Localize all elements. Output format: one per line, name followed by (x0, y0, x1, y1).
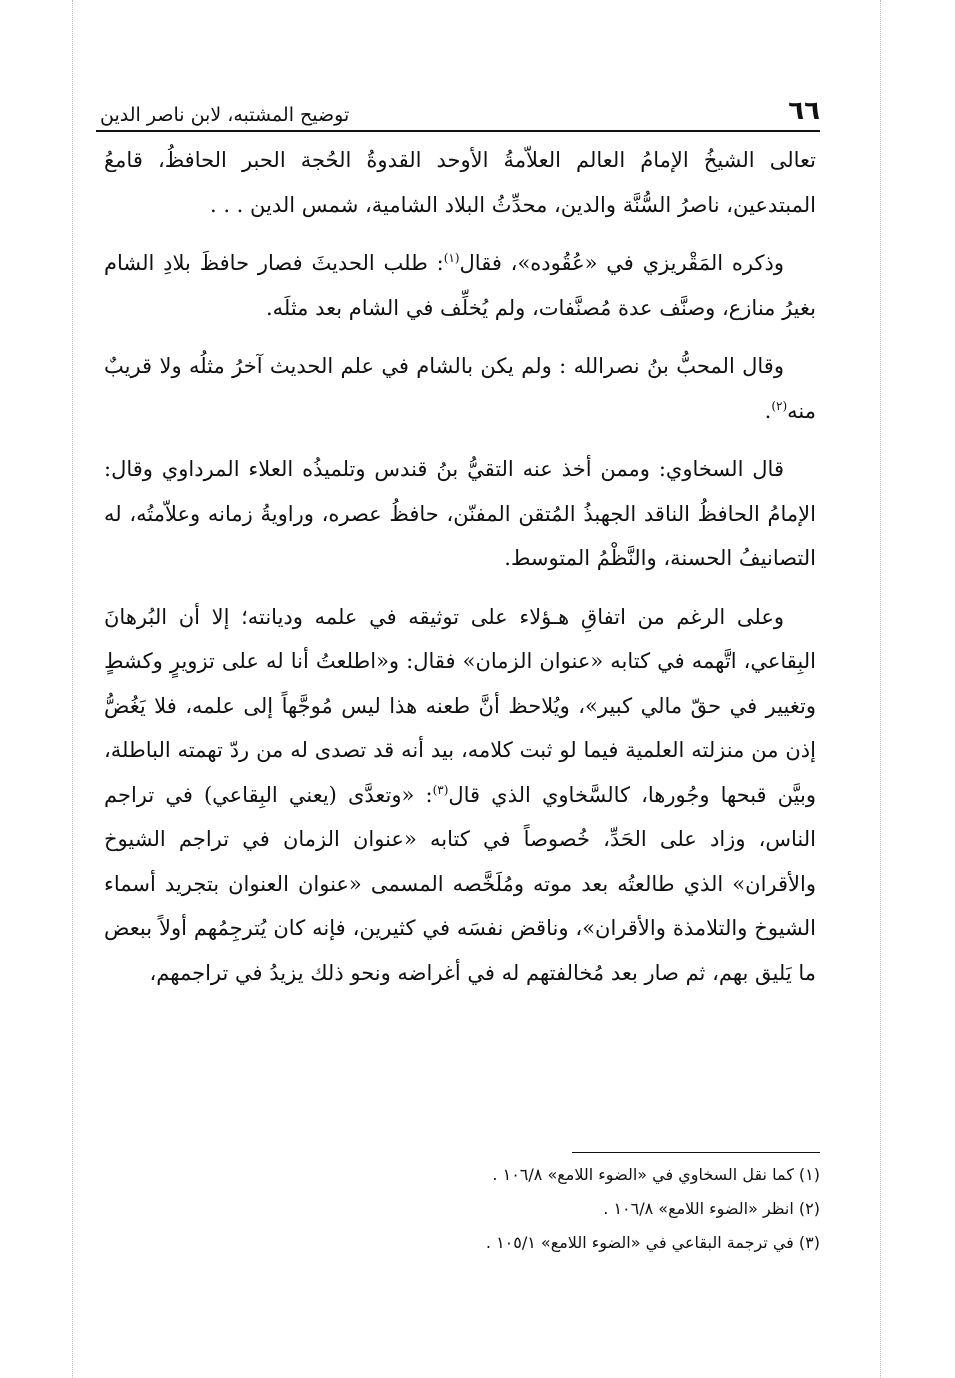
scan-edge-left (72, 0, 73, 1378)
paragraph-text: وقال المحبُّ بنُ نصرالله : ولم يكن بالشام في علم الحديث آخرُ مثلُه ولا قريبٌ منه (104, 354, 816, 423)
footnotes (340, 1158, 820, 1260)
paragraph-1 (104, 138, 816, 227)
paragraph-text: : طلب الحديثَ فصار حافظَ بلادِ الشام بغيرُ منازع، وصنَّف عدة مُصنَّفات، ولم يُخلِّف في الشام بعد مثلَه. (104, 251, 816, 320)
header-divider (96, 130, 820, 132)
page-number: ٦٦ (788, 96, 820, 126)
scan-edge-right (880, 0, 881, 1378)
paragraph-text: . (764, 398, 772, 423)
paragraph-text: وذكره المَقْريزي في «عُقُوده»، فقال (459, 251, 784, 275)
footnote-ref-3[interactable]: (٣) (432, 782, 449, 797)
footnote-1: (١) كما نقل السخاوي في «الضوء اللامع» ١٠٦/٨ . (492, 1165, 820, 1184)
paragraph-2 (104, 241, 816, 330)
paragraph-text: : «وتعدَّى (يعني البِقاعي) في تراجم الناس، وزاد على الحَدِّ، خُصوصاً في كتابه «عنوان الزمان في تراجم الشيوخ والأقران» الذي طالعتُه بعد موته ومُلَخَّصه المسمى «عنوان العنوان بتجريد أسماء الشيوخ والتلامذة والأقران»، وناقض نفسَه في كثيرين، فإنه كان يُترجِمُهم أولاً ببعض ما يَليق بهم، ثم صار بعد مُخالفتهم له في أغراضه ونحو ذلك يزيدُ في تراجمهم، (104, 782, 816, 985)
footnote-ref-1[interactable]: (١) (443, 251, 460, 265)
footnote-2: (٢) انظر «الضوء اللامع» ١٠٦/٨ . (603, 1199, 820, 1218)
footnote-3: (٣) في ترجمة البقاعي في «الضوء اللامع» ١٠٥/١ . (485, 1233, 820, 1252)
paragraph-text: وعلى الرغم من اتفاقِ هـؤلاء على توثيقه في علمه وديانته؛ إلا أن البُرهانَ البِقاعي، اتَّهمه في كتابه «عنوان الزمان» فقال: و«اطلعتُ أنا له على تزويرٍ وكشطٍ وتغيير في حقّ مالي كبير»، ويُلاحظ أنَّ طعنه هذا ليس مُوجَّهاً إلى علمه، فلا يَغُضُّ إذن من منزلته العلمية فيما لو ثبت كلامه، بيد أنه قد تصدى له من ردّ تهمته الباطلة، وبيَّن قبحها وجُورها، كالسَّخاوي الذي قال (104, 604, 816, 807)
paragraph-4 (104, 447, 816, 581)
main-text (104, 138, 816, 995)
paragraph-3 (104, 344, 816, 433)
page-header (100, 92, 820, 126)
paragraph-5 (104, 595, 816, 996)
paragraph-text: تعالى الشيخُ الإمامُ العالم العلاّمةُ الأوحد القدوةُ الحُجة الحبر الحافظُ، قامعُ المبتدعين، ناصرُ السُّنَّة والدين، محدِّثُ البلاد الشامية، شمس الدين . . . (104, 148, 816, 217)
footnote-divider (572, 1152, 820, 1153)
footnote-ref-2[interactable]: (٢) (771, 398, 788, 413)
running-title: توضيح المشتبه، لابن ناصر الدين (100, 104, 350, 126)
paragraph-text: قال السخاوي: وممن أخذ عنه التقيُّ بنُ قندس وتلميذُه العلاء المرداوي وقال: الإمامُ الحافظُ الناقد الجهبذُ المُتقن المفنّن، حافظُ عصره، وراويةُ زمانه وعلاّمتُه، له التصانيفُ الحسنة، والنَّظْمُ المتوسط. (104, 457, 816, 570)
